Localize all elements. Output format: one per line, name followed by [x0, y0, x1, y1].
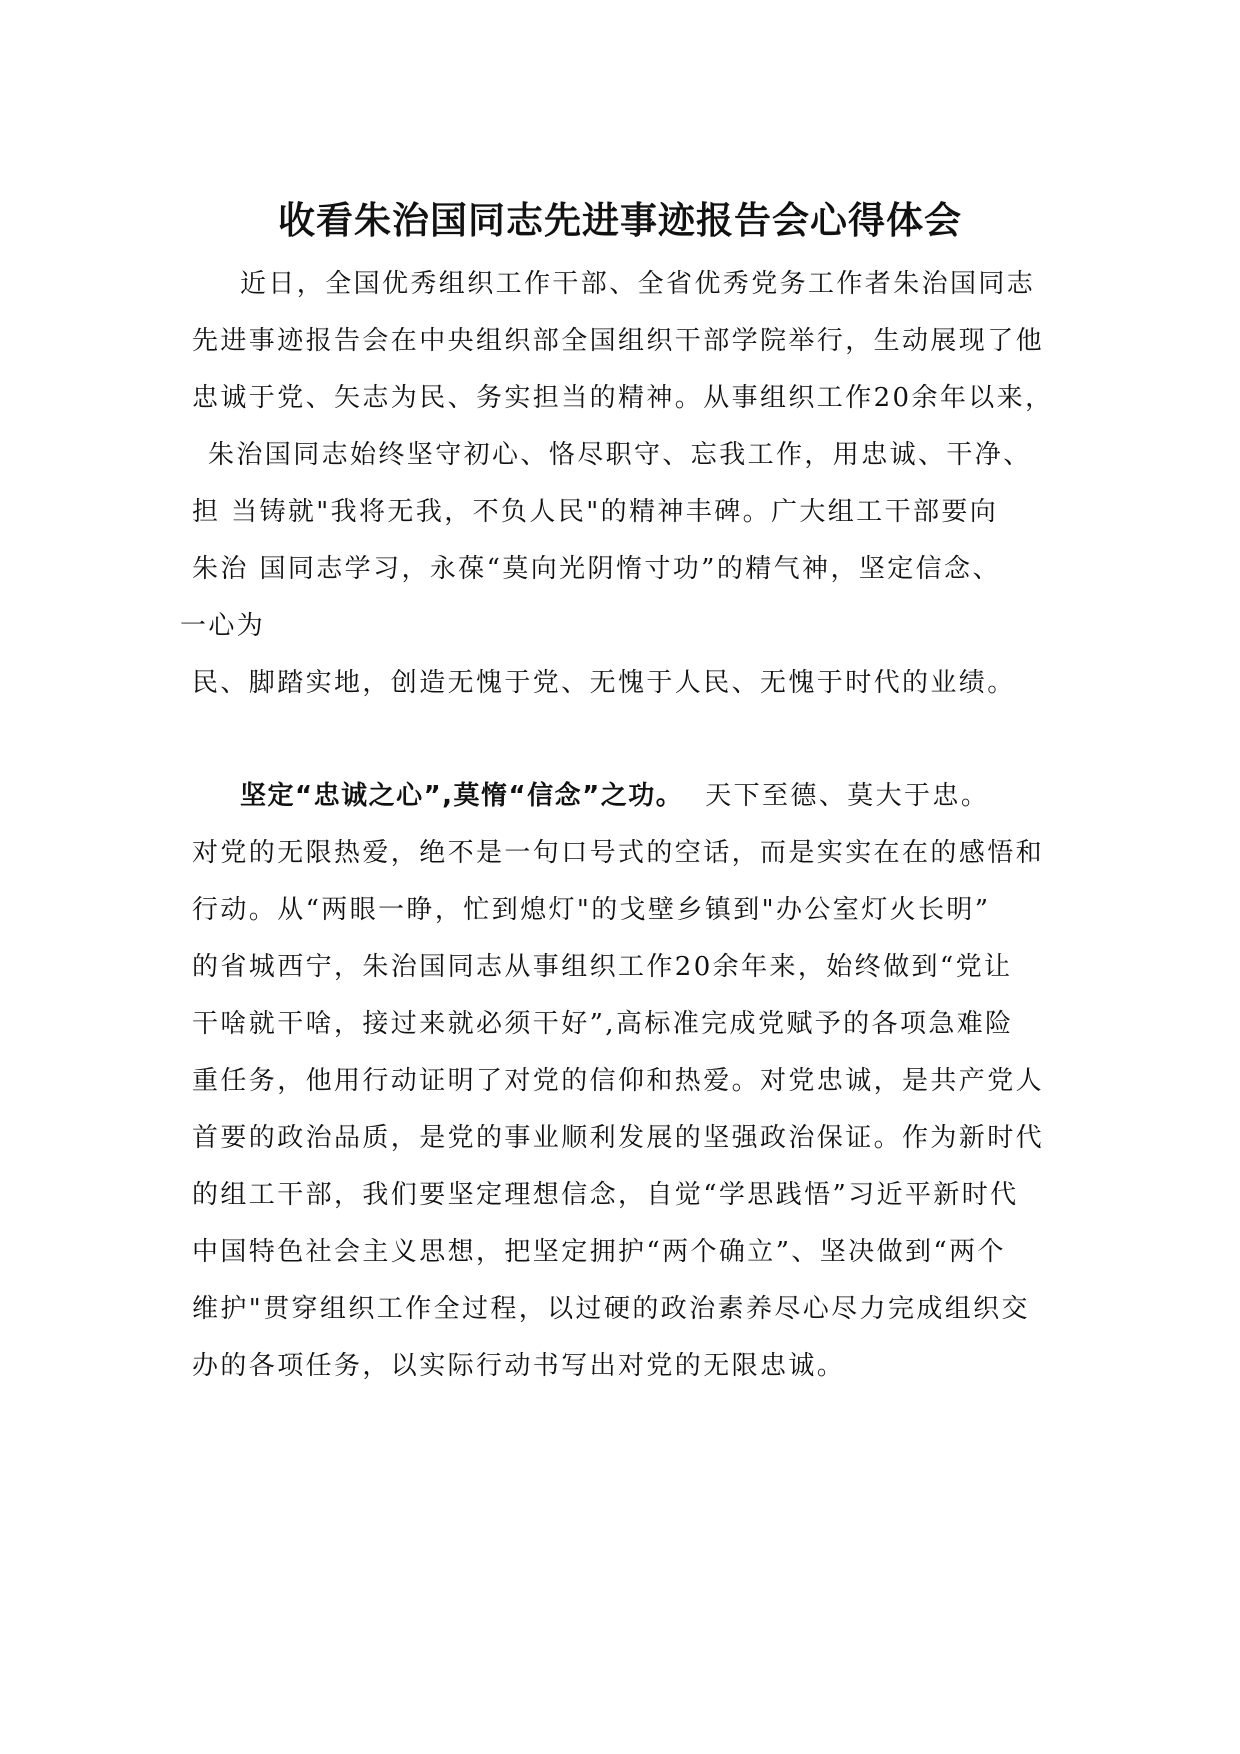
- paragraph1-line-8: 民、脚踏实地，创造无愧于党、无愧于人民、无愧于时代的业绩。: [192, 668, 1016, 698]
- paragraph2-lead-heading: 坚定“忠诚之心”,莫惰“信念”之功。: [240, 781, 684, 811]
- paragraph2-line-6: 重任务，他用行动证明了对党的信仰和热爱。对党忠诚，是共产党人: [192, 1066, 1045, 1096]
- paragraph1-line-6: 朱治 国同志学习，永葆“莫向光阴惰寸功”的精气神，坚定信念、: [192, 554, 1001, 584]
- paragraph2-line-1: [240, 778, 989, 814]
- paragraph1-line-5: 担 当铸就"我将无我，不负人民"的精神丰碑。广大组工干部要向: [192, 497, 999, 527]
- paragraph2-line-8: 的组工干部，我们要坚定理想信念，自觉“学思践悟”习近平新时代: [192, 1180, 1019, 1210]
- document-title: 收看朱治国同志先进事迹报告会心得体会: [278, 199, 962, 242]
- paragraph2-line-3: 行动。从“两眼一睁，忙到熄灯"的戈壁乡镇到"办公室灯火长明”: [192, 895, 991, 925]
- paragraph2-first-line-text: 天下至德、莫大于忠。: [705, 781, 990, 811]
- paragraph2-line-7: 首要的政治品质，是党的事业顺利发展的坚强政治保证。作为新时代: [192, 1123, 1045, 1153]
- paragraph1-line-7: 一心为: [180, 611, 266, 641]
- paragraph2-line-5: 干啥就干啥，接过来就必须干好”,高标准完成党赋予的各项急难险: [192, 1009, 1014, 1039]
- paragraph2-line-4: 的省城西宁，朱治国同志从事组织工作20余年来，始终做到“党让: [192, 952, 1013, 982]
- paragraph1-line-3: 忠诚于党、矢志为民、务实担当的精神。从事组织工作20余年以来，: [192, 383, 1054, 413]
- paragraph2-line-9: 中国特色社会主义思想，把坚定拥护“两个确立”、坚决做到“两个: [192, 1237, 1006, 1267]
- paragraph2-line-11: 办的各项任务，以实际行动书写出对党的无限忠诚。: [192, 1351, 846, 1381]
- paragraph1-line-2: 先进事迹报告会在中央组织部全国组织干部学院举行，生动展现了他: [192, 326, 1045, 356]
- paragraph2-line-10: 维护"贯穿组织工作全过程，以过硬的政治素养尽心尽力完成组织交: [192, 1294, 1030, 1324]
- paragraph2-line-2: 对党的无限热爱，绝不是一句口号式的空话，而是实实在在的感悟和: [192, 838, 1045, 868]
- paragraph1-line-1: 近日，全国优秀组织工作干部、全省优秀党务工作者朱治国同志: [240, 269, 1036, 299]
- paragraph1-line-4: 朱治国同志始终坚守初心、恪尽职守、忘我工作，用忠诚、干净、: [208, 440, 1032, 470]
